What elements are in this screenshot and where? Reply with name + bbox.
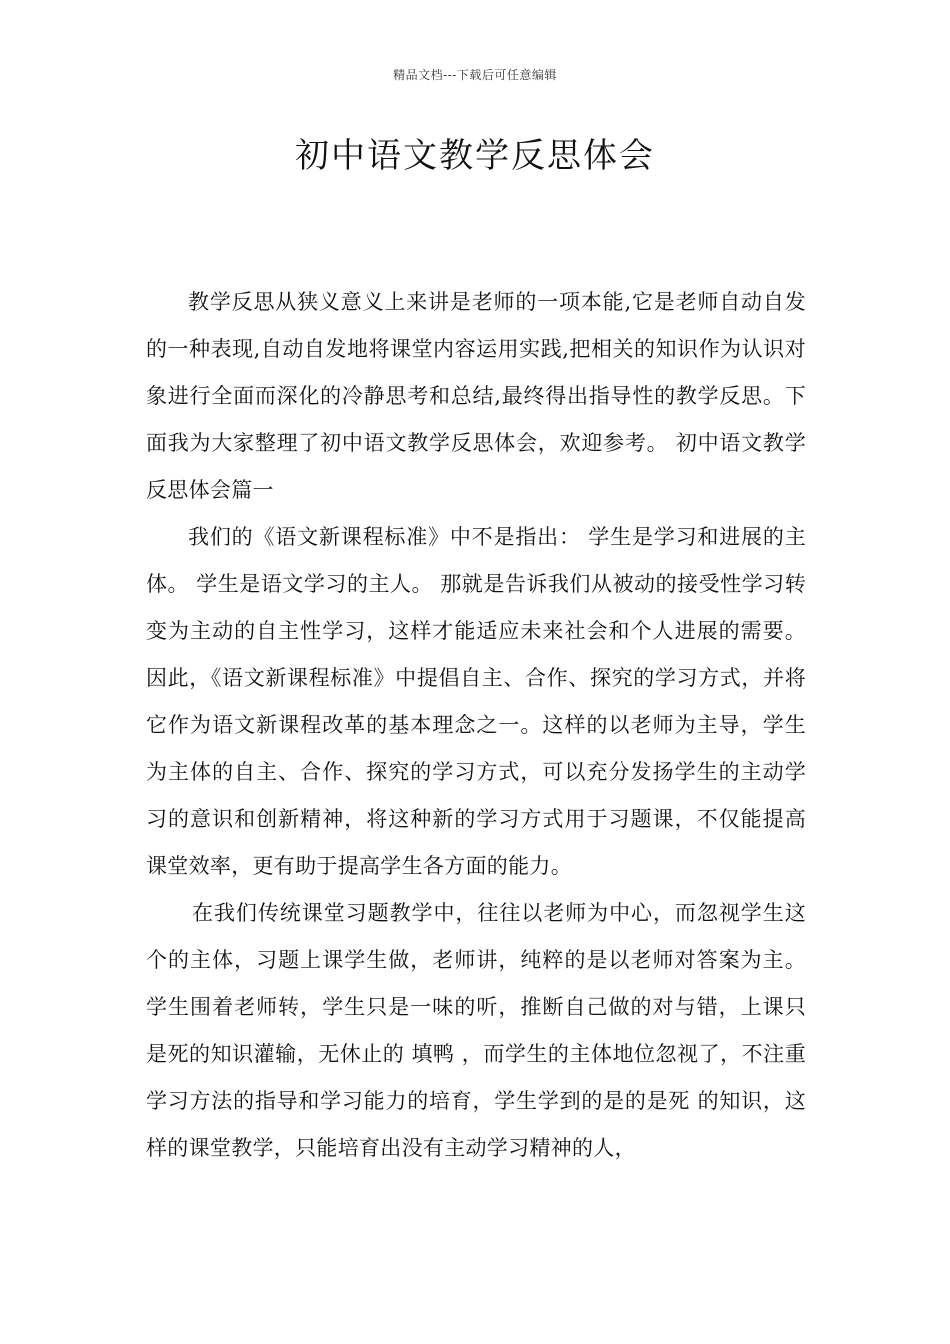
document-body (146, 279, 806, 1172)
page-title: 初中语文教学反思体会 (295, 136, 655, 176)
paragraph: 教学反思从狭义意义上来讲是老师的一项本能,它是老师自动自发的一种表现,自动自发地将课堂内容运用实践,把相关的知识作为认识对象进行全面而深化的冷静思考和总结,最终得出指导性的教学反思。下面我为大家整理了初中语文教学反思体会，欢迎参考。 初中语文教学反思体会篇一 (146, 290, 806, 502)
header-note: 精品文档---下载后可任意编辑 (393, 68, 557, 82)
paragraph: 我们的《语文新课程标准》中不是指出： 学生是学习和进展的主体。 学生是语文学习的主人。 那就是告诉我们从被动的接受性学习转变为主动的自主性学习，这样才能适应未来社会和个人进展的需要。因此，《语文新课程标准》中提倡自主、合作、探究的学习方式，并将它作为语文新课程改革的基本理念之一。这样的以老师为主导，学生为主体的自主、合作、探究的学习方式，可以充分发扬学生的主动学习的意识和创新精神，将这种新的学习方式用于习题课，不仅能提高课堂效率，更有助于提高学生各方面的能力。 (146, 525, 806, 878)
paragraph: 在我们传统课堂习题教学中，往往以老师为中心，而忽视学生这个的主体，习题上课学生做，老师讲，纯粹的是以老师对答案为主。学生围着老师转，学生只是一味的听，推断自己做的对与错，上课只是死的知识灌输，无休止的 填鸭 ，而学生的主体地位忽视了，不注重学习方法的指导和学习能力的培育，学生学到的是的是死 的知识，这样的课堂教学，只能培育出没有主动学习精神的人， (146, 901, 806, 1160)
